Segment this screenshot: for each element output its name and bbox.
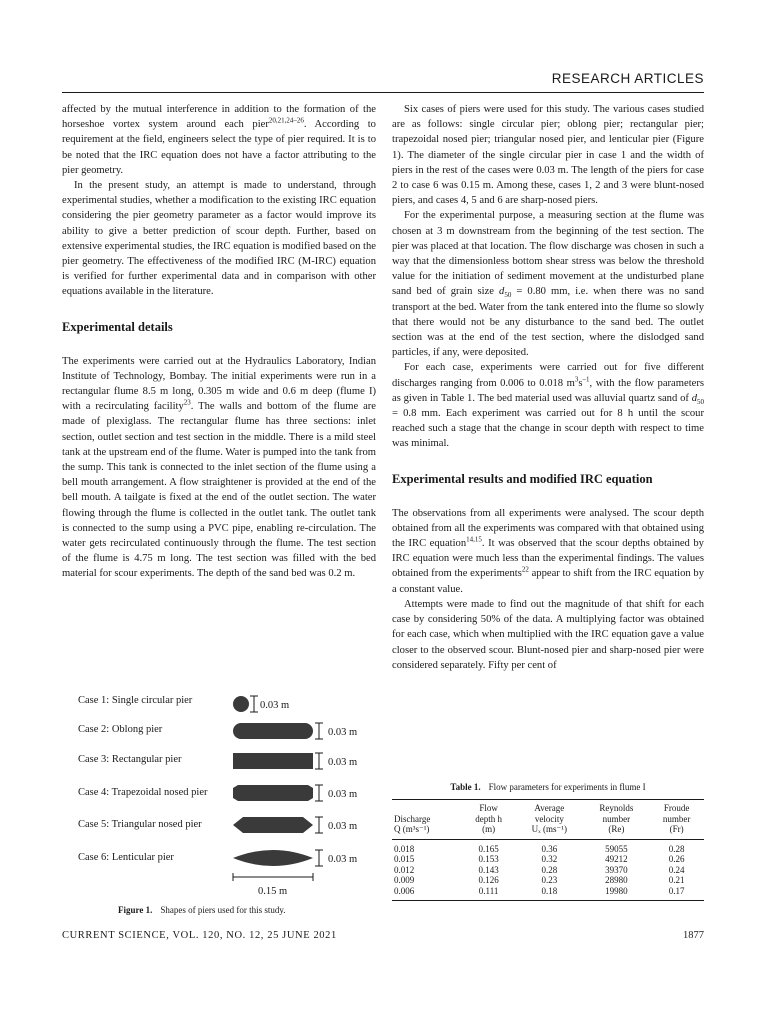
paragraph: Attempts were made to find out the magnitude of that shift for each case by considering 50% of the data. A multiplying factor was obtained for each case, which when multiplied with the IRC equation gave a value closer to the observed scour. Blunt-nosed pier and sharp-nosed pier were considered separately. Fifty per cent of <box>392 598 704 671</box>
dimension-label: 0.03 m <box>328 854 358 865</box>
dimension-label: 0.03 m <box>328 821 358 832</box>
paragraph: affected by the mutual interference in addition to the formation of the horseshoe vortex system around each pier$^{20,21,24-26}$. According to requirement at the field, engineers select the type of pier required. It is to be noted that the IRC equation does not have a factor attributing to the pier geometry. <box>62 104 376 176</box>
column-header: Flow depth h (m) <box>475 803 502 834</box>
table-row: 0.018 0.165 0.36 59055 0.28 <box>394 843 685 854</box>
table-title: Table 1. Flow parameters for experiments in flume I <box>450 782 646 792</box>
figure-pier-shapes <box>62 690 376 920</box>
table-row: 0.009 0.126 0.23 28980 0.21 <box>394 875 685 885</box>
paragraph: For the experimental purpose, a measuring section at the flume was chosen at 3 m downstream from the beginning of the test section. The pier was placed at that location. The flow discharge was chosen in such a way that the dimensionless bottom shear stress was below the threshold value for the initiation of sediment movement at the undisturbed plane sand bed of grain size $d_{50} = 0.80$ mm, i.e. when there was no sand transport at the bed. Water from the tank entered into the flume so slowly that there would not be any disturbance to the sand bed. The outlet section was at the end of the test section, where the dislodged sand particles, if any, were deposited. <box>392 210 704 359</box>
figure-case-label: Case 2: Oblong pier <box>78 724 163 735</box>
table-row: 0.015 0.153 0.32 49212 0.26 <box>394 854 685 864</box>
figure-caption: Figure 1. Shapes of piers used for this study. <box>118 905 286 915</box>
paragraph: In the present study, an attempt is made to understand, through experimental studies, whether a modification to the existing IRC equation considering the pier geometry parameter as a factor would improve its ability to give a better prediction of scour depth. Further, based on extensive experimental studies, the IRC equation is modified based on the pier geometry. The effectiveness of the modified IRC (M-IRC) equation is verified for further experimental data and in comparison with other equations available in the literature. <box>62 180 376 298</box>
column-header: Froude number (Fr) <box>662 803 691 834</box>
paragraph: The experiments were carried out at the Hydraulics Laboratory, Indian Institute of Technology, Bombay. The initial experiments were run in a rectangular flume 8.5 m long, 0.305 m wide and 0.6 m deep (flume I) with a recirculating facility$^{23}$. The walls and bottom of the flume are made of plexiglass. The rectangular flume has three sections: inlet section, outlet section and test section in the middle. There is a mild steel tank at the upstream end of the flume. Water is pumped into the tank from the sump. This tank is connected to the inlet section of the flume using a bell mouth arrangement. A flow straightener is provided at the end of the bell mouth. A tailgate is fixed at the end of the outlet section. The water flowing through the flume is collected in the outlet tank. The outlet tank is connected to the sump using a PVC pipe, enabling re-circulation. The water gets recirculated continuously through the flume. The test section of the flume is 4.75 m long. The test section was filled with the bed material for scour experiments. The depth of the sand bed was 0.2 m. <box>62 355 377 580</box>
oblong-pier-shape <box>233 723 313 739</box>
section-heading: Experimental results and modified IRC equation <box>392 471 653 486</box>
figure-case-label: Case 3: Rectangular pier <box>78 754 182 765</box>
length-label: 0.15 m <box>258 886 288 897</box>
figure-case-label: Case 5: Triangular nosed pier <box>78 819 202 830</box>
flow-parameters-table <box>392 799 704 901</box>
dimension-label: 0.03 m <box>328 727 358 738</box>
lenticular-pier-shape <box>233 850 313 866</box>
table-1 <box>392 782 704 901</box>
paragraph: The observations from all experiments were analysed. The scour depth obtained from all the experiments was compared with that obtained using the IRC equation$^{14,15}$. It was observed that the scour depths obtained by IRC equation were much less than the experimental findings. The values obtained from the experiments$^{22}$ appear to shift from the IRC equation by a constant value. <box>392 507 704 595</box>
pier-shapes-drawing <box>62 690 376 905</box>
circular-pier-shape <box>233 696 249 712</box>
figure-case-label: Case 1: Single circular pier <box>78 695 193 706</box>
triangular-pier-shape <box>233 817 313 833</box>
page-number: 1877 <box>683 930 704 941</box>
left-column <box>62 102 376 582</box>
paragraph: Six cases of piers were used for this study. The various cases studied are as follows: single circular pier; oblong pier; rectangular pier; trapezoidal nosed pier; triangular nosed pier, and lenticular pier (Figure 1). The diameter of the single circular pier in case 1 and the width of piers in the rest of the cases were 0.03 m. The length of the piers for case 2 to case 6 was 0.15 m. Among these, cases 1, 2 and 3 were blunt-nosed piers, and cases 4, 5 and 6 are sharp-nosed piers. <box>392 104 704 207</box>
header-rule <box>62 92 704 93</box>
right-column <box>392 102 704 673</box>
column-header: Average velocity Uₓ (ms⁻¹) <box>531 803 567 834</box>
rectangular-pier-shape <box>233 753 313 769</box>
dimension-label: 0.03 m <box>328 757 358 768</box>
column-header: Reynolds number (Re) <box>599 803 634 834</box>
table-row: 0.012 0.143 0.28 39370 0.24 <box>394 864 685 875</box>
figure-case-label: Case 4: Trapezoidal nosed pier <box>78 787 208 798</box>
section-heading: Experimental details <box>62 319 173 334</box>
table-row: 0.006 0.111 0.18 19980 0.17 <box>394 885 685 896</box>
dimension-label: 0.03 m <box>328 789 358 800</box>
column-header: Discharge Q (m³s⁻¹) <box>394 813 431 834</box>
trapezoidal-pier-shape <box>233 785 313 801</box>
paragraph: For each case, experiments were carried out for five different discharges ranging from 0.006 to 0.018 $m^3s^{-1}$, with the flow parameters as given in Table 1. The bed material used was alluvial quartz sand of $d_{50} = 0.8$ mm. Each experiment was carried out for 8 h until the scour reached such a stage that the change in scour depth with respect to time was minimal. <box>392 362 704 450</box>
figure-case-label: Case 6: Lenticular pier <box>78 852 174 863</box>
journal-footer: CURRENT SCIENCE, VOL. 120, NO. 12, 25 JUNE 2021 <box>62 930 337 941</box>
dimension-label: 0.03 m <box>260 700 290 711</box>
table-header-row <box>392 800 704 840</box>
section-header: RESEARCH ARTICLES <box>551 71 704 86</box>
